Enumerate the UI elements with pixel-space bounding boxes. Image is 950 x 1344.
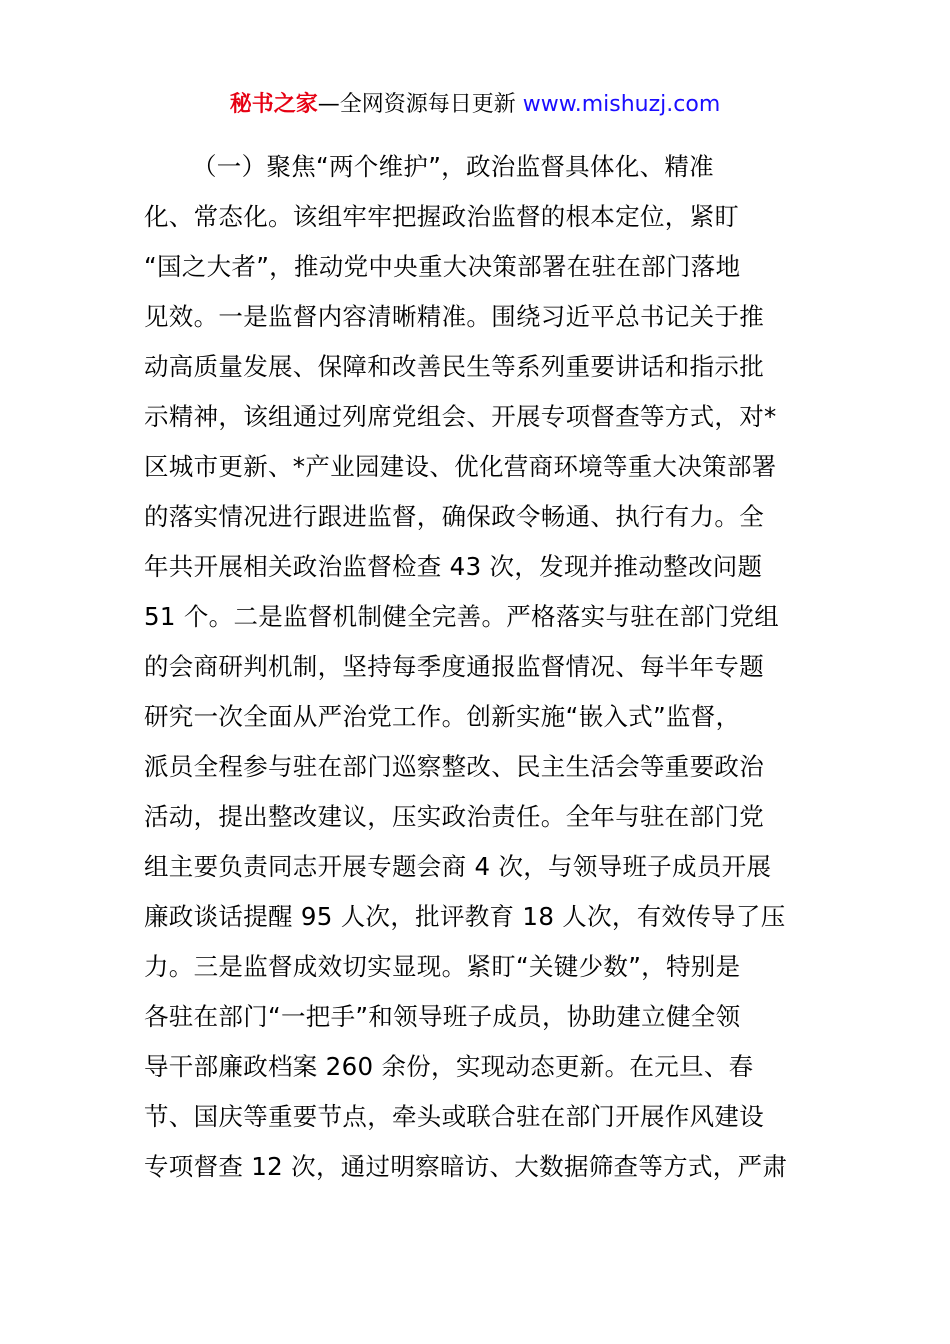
body-line: 动高质量发展、保障和改善民生等系列重要讲话和指示批: [144, 352, 764, 381]
body-line: 研究一次全面从严治党工作。创新实施“嵌入式”监督，: [144, 702, 741, 731]
body-line: 专项督查 12 次，通过明察暗访、大数据筛查等方式，严肃: [144, 1152, 788, 1181]
body-line: 活动，提出整改建议，压实政治责任。全年与驻在部门党: [144, 802, 764, 831]
body-line: 廉政谈话提醒 95 人次，批评教育 18 人次，有效传导了压: [144, 902, 786, 931]
body-line: 年共开展相关政治监督检查 43 次，发现并推动整改问题: [144, 552, 763, 581]
body-line: 的会商研判机制，坚持每季度通报监督情况、每半年专题: [144, 652, 764, 681]
header-tagline: —全网资源每日更新: [317, 92, 516, 117]
body-line: 导干部廉政档案 260 余份，实现动态更新。在元旦、春: [144, 1052, 754, 1081]
body-line: “国之大者”，推动党中央重大决策部署在驻在部门落地: [144, 252, 741, 281]
body-line: 的落实情况进行跟进监督，确保政令畅通、执行有力。全: [144, 502, 764, 531]
body-line: 区城市更新、*产业园建设、优化营商环境等重大决策部署: [144, 452, 777, 481]
body-line: 化、常态化。该组牢牢把握政治监督的根本定位，紧盯: [144, 202, 740, 231]
body-line: 派员全程参与驻在部门巡察整改、民主生活会等重要政治: [144, 752, 764, 781]
brand-name: 秘书之家: [229, 92, 318, 117]
body-line: 力。三是监督成效切实显现。紧盯“关键少数”，特别是: [144, 952, 741, 981]
site-url-link[interactable]: www.mishuzj.com: [522, 92, 721, 117]
body-line: 节、国庆等重要节点，牵头或联合驻在部门开展作风建设: [144, 1102, 764, 1131]
body-line: 51 个。二是监督机制健全完善。严格落实与驻在部门党组: [144, 602, 780, 631]
body-line: 各驻在部门“一把手”和领导班子成员，协助建立健全领: [144, 1002, 741, 1031]
body-line: 示精神，该组通过列席党组会、开展专项督查等方式，对*: [144, 402, 777, 431]
body-line: 组主要负责同志开展专题会商 4 次，与领导班子成员开展: [144, 852, 772, 881]
body-line: （一）聚焦“两个维护”，政治监督具体化、精准: [192, 152, 714, 181]
document-body: [144, 142, 814, 1192]
body-line: 见效。一是监督内容清晰精准。围绕习近平总书记关于推: [144, 302, 764, 331]
page-header: [0, 90, 950, 120]
